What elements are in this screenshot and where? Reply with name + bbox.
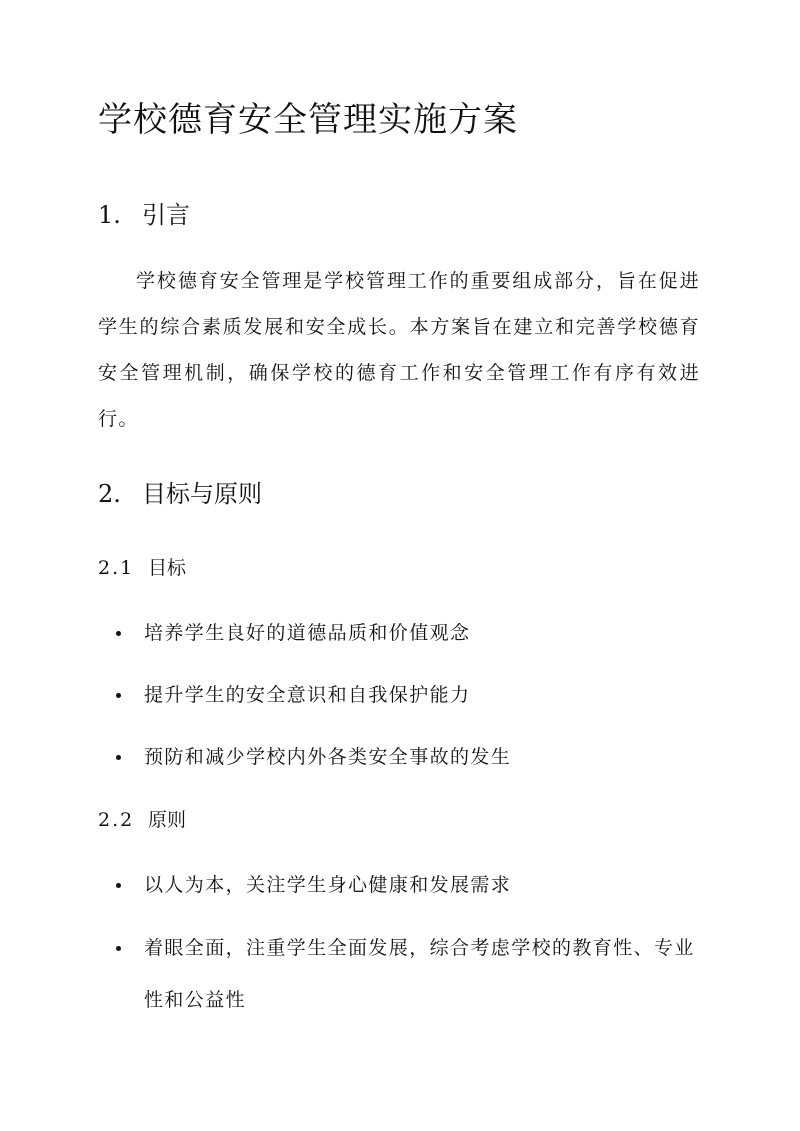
list-item: 培养学生良好的道德品质和价值观念	[98, 618, 700, 648]
subsection-number: 2.1	[98, 557, 135, 579]
goals-list	[98, 618, 700, 772]
bullet-icon	[116, 693, 121, 698]
section-heading-goals-principles	[98, 476, 262, 512]
section-heading-introduction	[98, 197, 190, 233]
bullet-icon	[116, 883, 121, 888]
document-title: 学校德育安全管理实施方案	[98, 100, 518, 140]
subsection-heading-goals	[98, 553, 186, 583]
subsection-heading-principles	[98, 805, 186, 835]
list-item: 以人为本，关注学生身心健康和发展需求	[98, 870, 700, 900]
section-title: 目标与原则	[142, 480, 262, 508]
section-title: 引言	[142, 201, 190, 229]
list-item: 预防和减少学校内外各类安全事故的发生	[98, 742, 700, 772]
bullet-icon	[116, 946, 121, 951]
subsection-number: 2.2	[98, 809, 135, 831]
list-item: 着眼全面，注重学生全面发展，综合考虑学校的教育性、专业性和公益性	[98, 922, 700, 1026]
introduction-paragraph: 学校德育安全管理是学校管理工作的重要组成部分，旨在促进学生的综合素质发展和安全成长。本方案旨在建立和完善学校德育安全管理机制，确保学校的德育工作和安全管理工作有序有效进行。	[98, 270, 700, 430]
bullet-icon	[116, 631, 121, 636]
subsection-title: 目标	[148, 557, 187, 579]
section-number: 2.	[98, 480, 121, 508]
bullet-icon	[116, 755, 121, 760]
list-item: 提升学生的安全意识和自我保护能力	[98, 680, 700, 710]
subsection-title: 原则	[148, 809, 187, 831]
principles-list	[98, 870, 700, 1026]
section-number: 1.	[98, 201, 121, 229]
